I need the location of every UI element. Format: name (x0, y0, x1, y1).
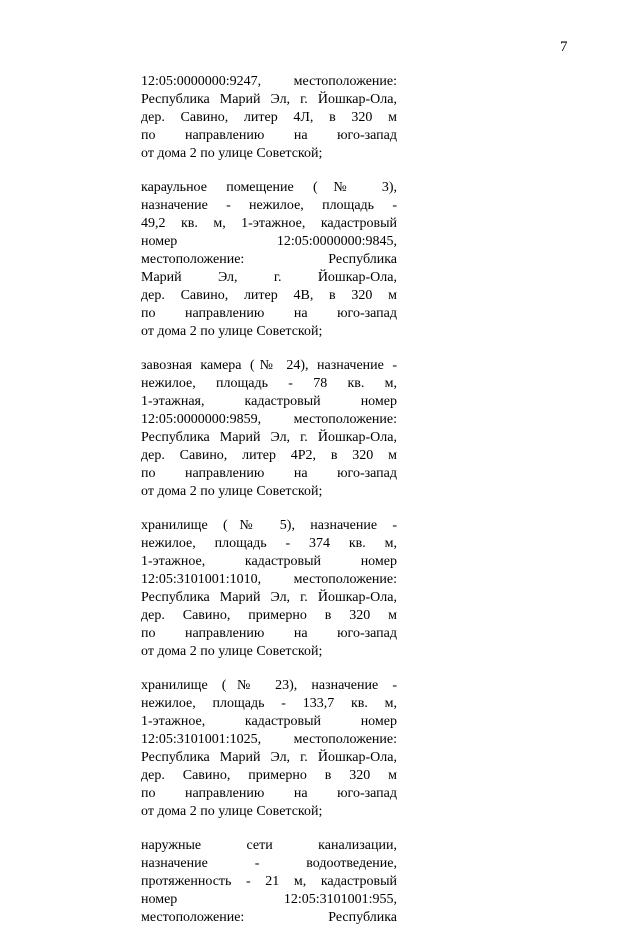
text-line: 12:05:3101001:1025, местоположение: (141, 732, 397, 747)
text-line: хранилище (№ 23), назначение - (141, 678, 397, 693)
text-line: нежилое, площадь - 374 кв. м, (141, 536, 397, 551)
text-line: 1-этажное, кадастровый номер (141, 554, 397, 569)
text-line: завозная камера (№ 24), назначение - (141, 358, 397, 373)
text-line: дер. Савино, примерно в 320 м (141, 768, 397, 783)
property-entry (141, 517, 397, 661)
text-line: 1-этажная, кадастровый номер (141, 394, 397, 409)
property-entry (141, 837, 397, 927)
text-line: нежилое, площадь - 78 кв. м, (141, 376, 397, 391)
text-line: местоположение: Республика (141, 252, 397, 267)
text-line: протяженность - 21 м, кадастровый (141, 874, 397, 889)
text-line: по направлению на юго-запад (141, 306, 397, 321)
text-line: номер 12:05:3101001:955, (141, 892, 397, 907)
text-line: дер. Савино, примерно в 320 м (141, 608, 397, 623)
text-line: по направлению на юго-запад (141, 626, 397, 641)
text-line: от дома 2 по улице Советской; (141, 804, 323, 819)
text-line: дер. Савино, литер 4Р2, в 320 м (141, 448, 397, 463)
text-line: Марий Эл, г. Йошкар-Ола, (141, 270, 397, 285)
property-entry (141, 357, 397, 501)
text-line: от дома 2 по улице Советской; (141, 324, 323, 339)
text-line: местоположение: Республика (141, 910, 397, 925)
property-entry (141, 179, 397, 341)
text-line: по направлению на юго-запад (141, 466, 397, 481)
text-line: 49,2 кв. м, 1-этажное, кадастровый (141, 216, 397, 231)
text-line: Республика Марий Эл, г. Йошкар-Ола, (141, 750, 397, 765)
property-entry (141, 73, 397, 163)
text-line: наружные сети канализации, (141, 838, 397, 853)
text-line: от дома 2 по улице Советской; (141, 644, 323, 659)
text-line: 12:05:3101001:1010, местоположение: (141, 572, 397, 587)
text-line: назначение - водоотведение, (141, 856, 397, 871)
text-line: дер. Савино, литер 4В, в 320 м (141, 288, 397, 303)
text-line: караульное помещение (№ 3), (141, 180, 397, 195)
text-line: номер 12:05:0000000:9845, (141, 234, 397, 249)
text-line: Республика Марий Эл, г. Йошкар-Ола, (141, 92, 397, 107)
text-line: Республика Марий Эл, г. Йошкар-Ола, (141, 430, 397, 445)
property-entry (141, 677, 397, 821)
text-line: Республика Марий Эл, г. Йошкар-Ола, (141, 590, 397, 605)
text-line: нежилое, площадь - 133,7 кв. м, (141, 696, 397, 711)
text-column (141, 73, 397, 927)
text-line: от дома 2 по улице Советской; (141, 146, 323, 161)
text-line: хранилище (№ 5), назначение - (141, 518, 397, 533)
text-line: 12:05:0000000:9859, местоположение: (141, 412, 397, 427)
text-line: назначение - нежилое, площадь - (141, 198, 397, 213)
text-line: по направлению на юго-запад (141, 786, 397, 801)
text-line: 1-этажное, кадастровый номер (141, 714, 397, 729)
text-line: по направлению на юго-запад (141, 128, 397, 143)
page-number: 7 (560, 39, 568, 55)
text-line: 12:05:0000000:9247, местоположение: (141, 74, 397, 89)
text-line: дер. Савино, литер 4Л, в 320 м (141, 110, 397, 125)
text-line: от дома 2 по улице Советской; (141, 484, 323, 499)
